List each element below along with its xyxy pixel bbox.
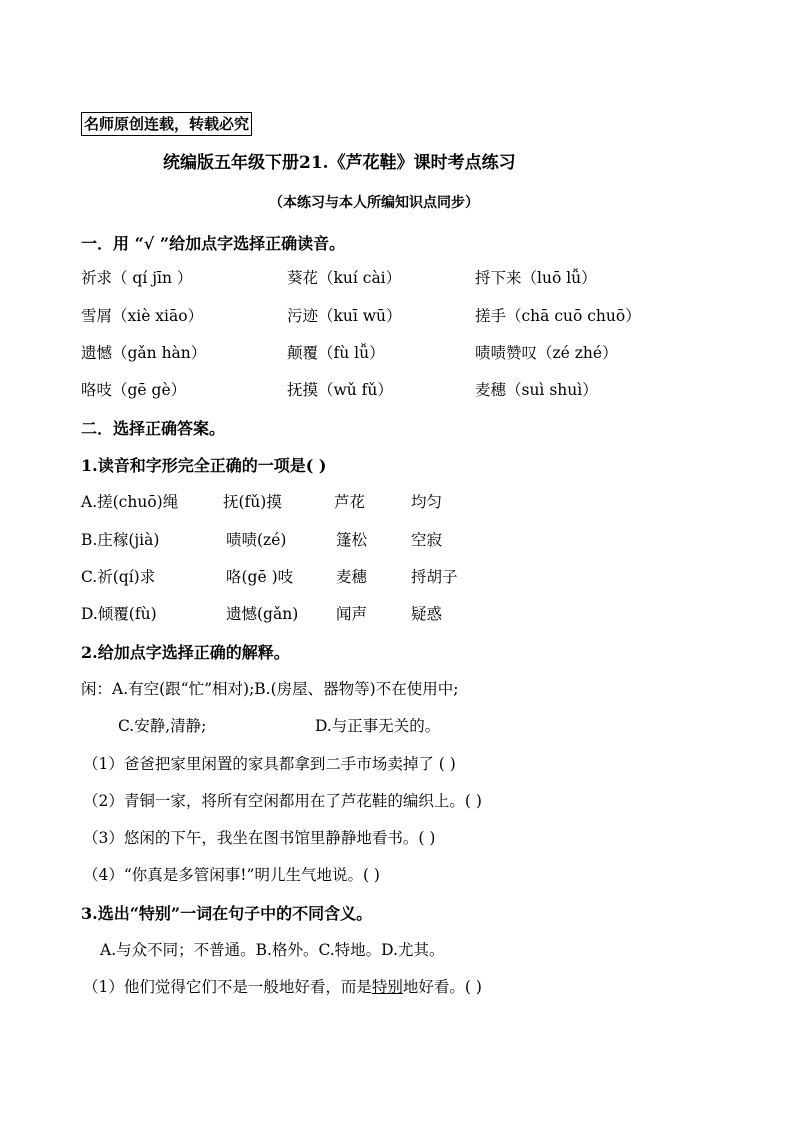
option-cell: 捋胡子 [411, 568, 458, 586]
option-cell: 麦穗 [336, 568, 368, 586]
option-cell: 遗憾(gǎn) [226, 605, 299, 623]
section-1-heading: 一．用 “√ ”给加点字选择正确读音。 [81, 234, 346, 253]
pinyin-item: 遗憾（gǎn hàn） [81, 344, 207, 362]
pinyin-item: 麦穗（suì shuì） [475, 381, 598, 399]
question-item-text: 地好看。( ) [402, 978, 482, 996]
question-1-stem: 1.读音和字形完全正确的一项是( ) [81, 456, 327, 475]
section-2-heading: 二．选择正确答案。 [81, 419, 226, 438]
pinyin-item: 搓手（chā cuō chuō） [475, 307, 641, 325]
option-cell: 啧啧(zé) [226, 531, 287, 549]
option-cell: 芦花 [334, 493, 366, 511]
option-cell: 疑惑 [411, 605, 443, 623]
option-cell: 空寂 [411, 531, 443, 549]
header-tag: 名师原创连载，转载必究 [81, 112, 252, 136]
option-cell: B.庄稼(jià) [81, 531, 160, 549]
option-cell: 抚(fǔ)摸 [223, 493, 282, 511]
question-3-stem: 3.选出“特别”一词在句子中的不同含义。 [81, 904, 373, 923]
pinyin-item: 雪屑（xiè xiāo） [81, 307, 204, 325]
option-cell: C.祈(qí)求 [81, 568, 156, 586]
option-cell: D.倾覆(fù) [81, 605, 157, 623]
option-cell: 咯(gē )吱 [226, 568, 294, 586]
page-subtitle: （本练习与本人所编知识点同步） [269, 195, 479, 211]
question-item: （4）“你真是多管闲事!”明儿生气地说。( ) [83, 866, 380, 884]
question-item [83, 975, 482, 997]
question-2-stem: 2.给加点字选择正确的解释。 [81, 643, 290, 662]
question-item: （2）青铜一家，将所有空闲都用在了芦花鞋的编织上。( ) [83, 792, 482, 810]
question-item: （1）爸爸把家里闲置的家具都拿到二手市场卖掉了 ( ) [83, 755, 456, 773]
definition-line: D.与正事无关的。 [315, 717, 441, 735]
question-item: （3）悠闲的下午，我坐在图书馆里静静地看书。( ) [83, 829, 436, 847]
pinyin-item: 污迹（kuī wū） [287, 307, 402, 325]
underlined-word: 特别 [371, 978, 403, 996]
option-cell: 篷松 [336, 531, 368, 549]
option-cell: 闻声 [336, 605, 368, 623]
pinyin-item: 抚摸（wǔ fǔ） [287, 381, 393, 399]
pinyin-item: 捋下来（luō lǚ） [475, 269, 597, 287]
pinyin-item: 咯吱（gē gè） [81, 381, 187, 399]
question-item-text: （1）他们觉得它们不是一般地好看，而是 [83, 978, 372, 996]
pinyin-item: 颠覆（fù lǚ） [287, 344, 385, 362]
option-cell: A.搓(chuō)绳 [81, 493, 179, 511]
definition-line: 闲：A.有空(跟“忙”相对);B.(房屋、器物等)不在使用中; [81, 680, 459, 698]
option-cell: 均匀 [411, 493, 443, 511]
definition-line: A.与众不同；不普通。B.格外。C.特地。D.尤其。 [100, 941, 445, 959]
pinyin-item: 啧啧赞叹（zé zhé） [475, 344, 618, 362]
page-title: 统编版五年级下册21.《芦花鞋》课时考点练习 [163, 153, 516, 173]
definition-line: C.安静,清静; [118, 717, 207, 735]
pinyin-item: 葵花（kuí cài） [287, 269, 402, 287]
pinyin-item: 祈求（ qí jīn ） [81, 269, 193, 287]
